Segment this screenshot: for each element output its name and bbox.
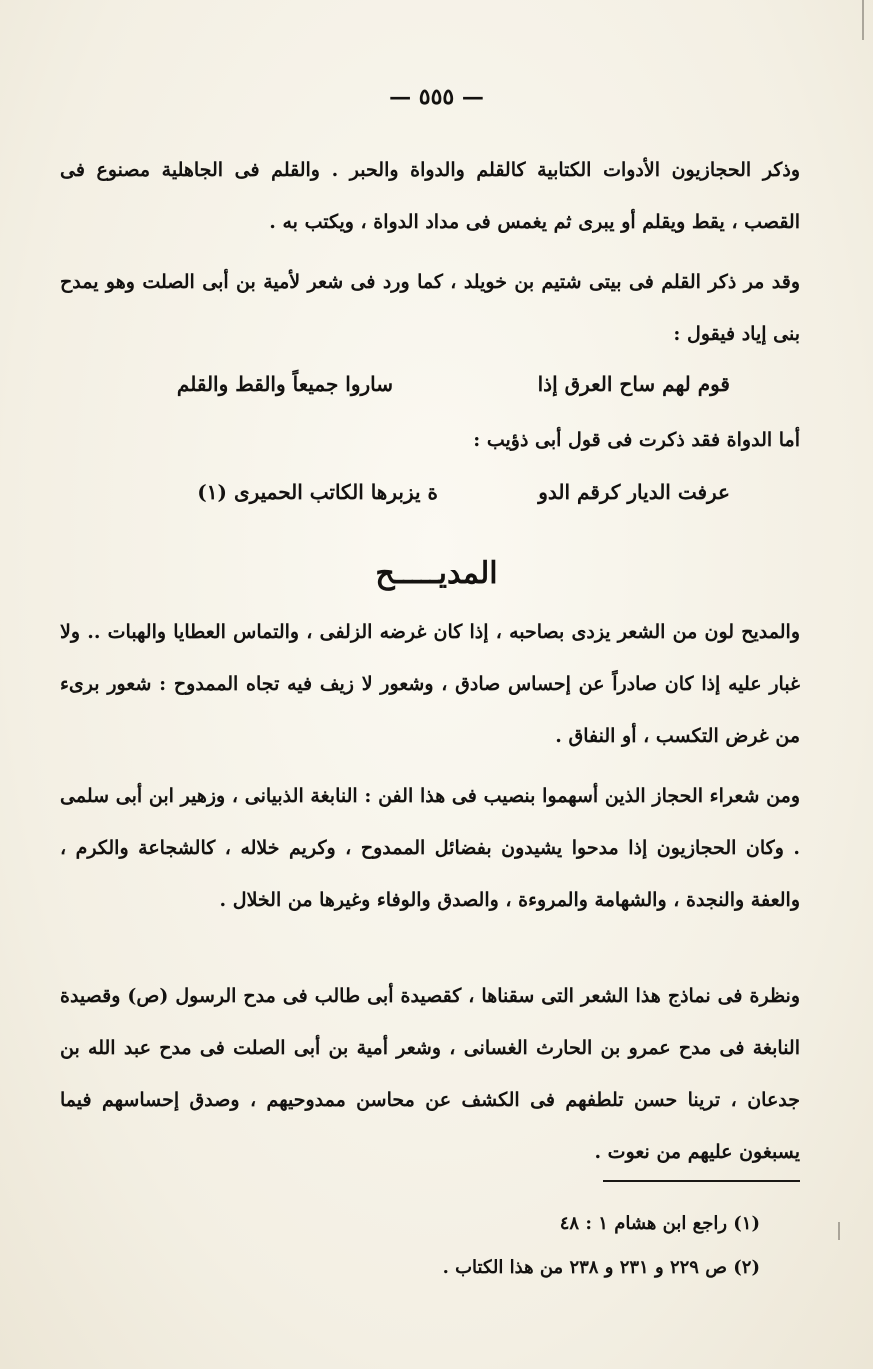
intro-paragraph-1	[60, 144, 800, 248]
section-title: المديـــــح	[375, 556, 498, 591]
paragraph-text: ومن شعراء الحجاز الذين أسهموا بنصيب فى هذا الفن : النابغة الذبيانى ، وزهير ابن أبى سلمى . وكان الحجازيون إذا مدحوا يشيدون بفضائل الممدوح ، وكريم خلاله ، كالشجاعة والكرم ، والعفة والنجدة ، والشهامة والمروءة ، والصدق والوفاء وغيرها من الخلال .	[60, 785, 800, 911]
footnote-divider	[603, 1180, 800, 1182]
verse-1-first-hemistich: قوم لهم ساح العرق إذا	[537, 372, 730, 396]
section-paragraph-3	[60, 970, 800, 1178]
footnote-1: (١) راجع ابن هشام ١ : ٤٨	[559, 1213, 760, 1234]
paragraph-text: وذكر الحجازيون الأدوات الكتابية كالقلم والدواة والحبر . والقلم فى الجاهلية مصنوع فى القصب ، يقط ويقلم أو يبرى ثم يغمس فى مداد الدواة ، ويكتب به .	[60, 159, 800, 233]
verse-2	[0, 472, 873, 512]
paragraph-text: والمديح لون من الشعر يزدى بصاحبه ، إذا كان غرضه الزلفى ، والتماس العطايا والهبات .. ولا غبار عليه إذا كان صادراً عن إحساس صادق ، وشعور لا زيف فيه تجاه الممدوح : شعور برىء من غرض التكسب ، أو النفاق .	[60, 621, 800, 747]
verse-2-first-hemistich: عرفت الديار كرقم الدو	[538, 480, 730, 504]
scan-artifact	[838, 1222, 840, 1240]
bridge-line	[60, 414, 800, 466]
paragraph-text: أما الدواة فقد ذكرت فى قول أبى ذؤيب :	[473, 429, 800, 451]
verse-2-second-hemistich: ة يزبرها الكاتب الحميرى (١)	[197, 480, 438, 504]
verse-1	[0, 364, 873, 404]
verse-1-second-hemistich: ساروا جميعاً والقط والقلم	[176, 372, 393, 396]
paragraph-text: وقد مر ذكر القلم فى بيتى شتيم بن خويلد ، كما ورد فى شعر لأمية بن أبى الصلت وهو يمدح بنى إياد فيقول :	[60, 271, 800, 345]
section-paragraph-2	[60, 770, 800, 926]
section-paragraph-1	[60, 606, 800, 762]
paragraph-text: ونظرة فى نماذج هذا الشعر التى سقناها ، كقصيدة أبى طالب فى مدح الرسول (ص) وقصيدة النابغة فى مدح عمرو بن الحارث الغسانى ، وشعر أمية بن أبى الصلت فى مدح عبد الله بن جدعان ، ترينا حسن تلطفهم فى الكشف عن محاسن ممدوحيهم ، وصدق إحساسهم فيما يسبغون عليهم من نعوت .	[60, 985, 800, 1163]
intro-paragraph-2	[60, 256, 800, 360]
footnote-2: (٢) ص ٢٢٩ و ٢٣١ و ٢٣٨ من هذا الكتاب .	[442, 1257, 760, 1278]
page-number: — ٥٥٥ —	[389, 84, 484, 110]
footnotes	[260, 1202, 760, 1290]
scan-artifact	[862, 0, 864, 40]
